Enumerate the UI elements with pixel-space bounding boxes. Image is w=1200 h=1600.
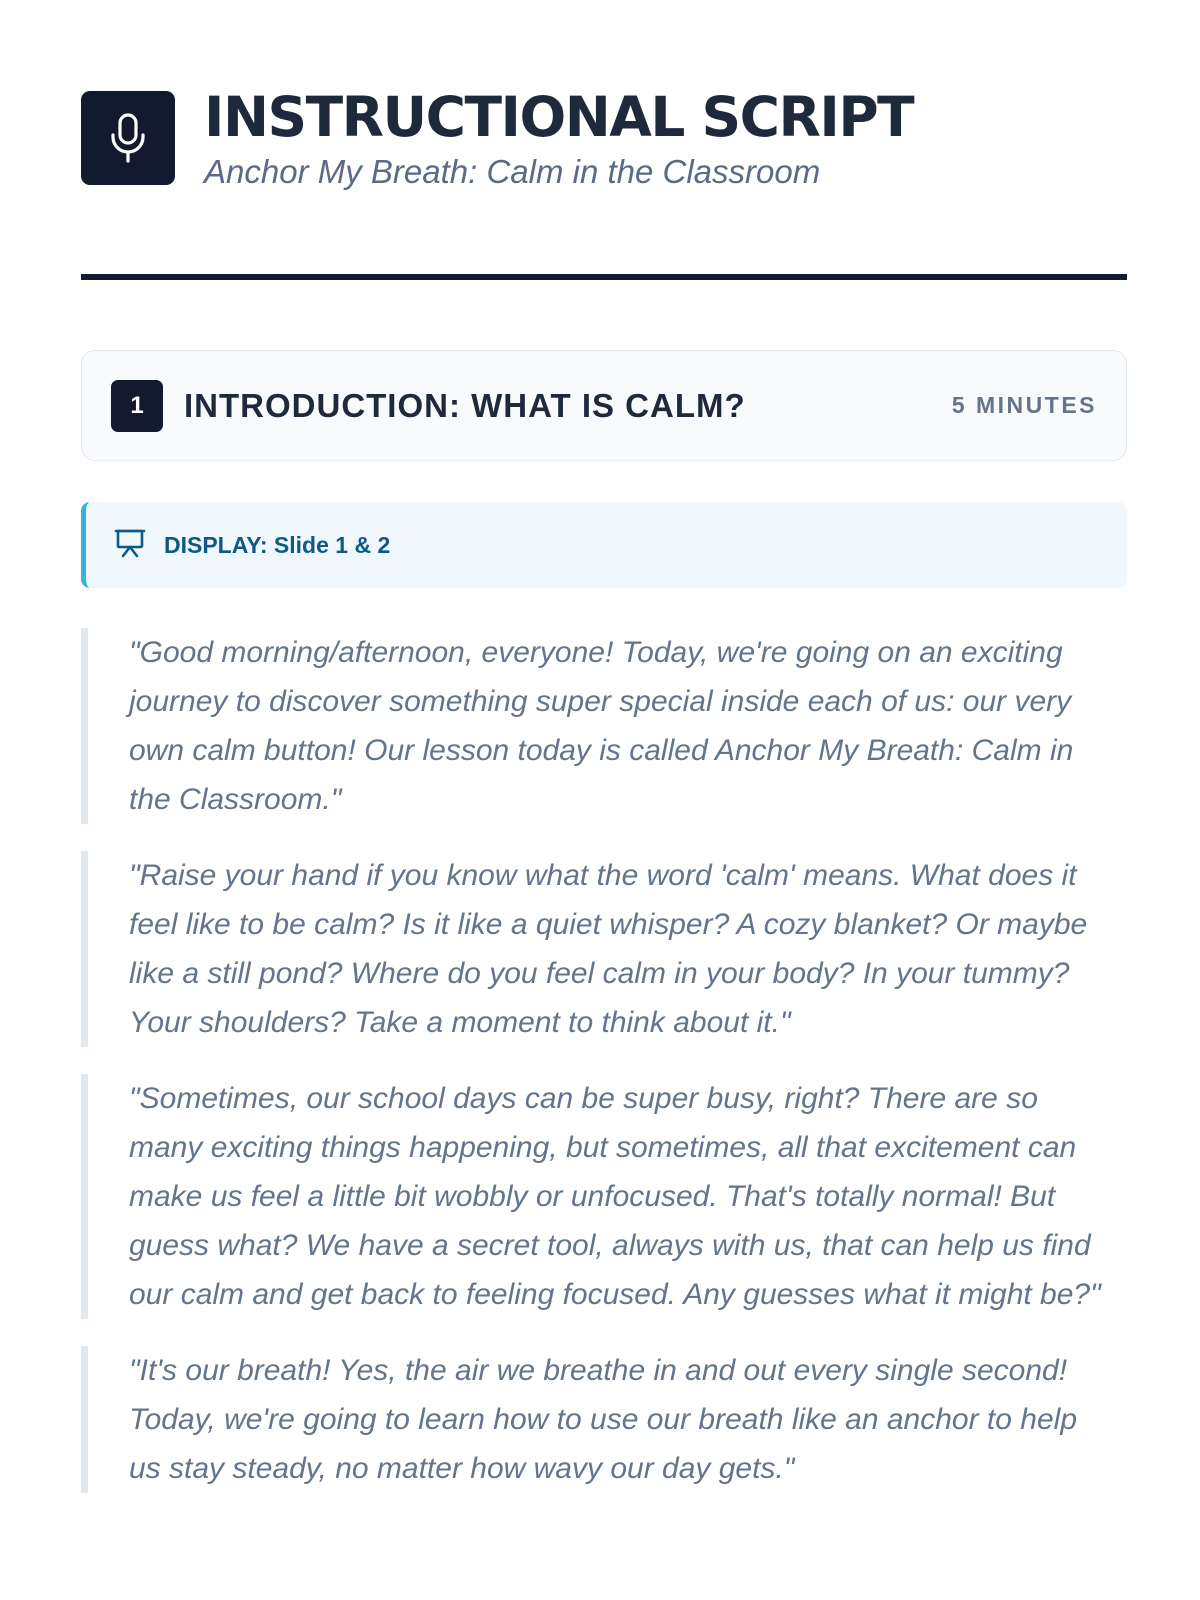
section-duration: 5 MINUTES: [951, 392, 1097, 418]
display-callout: [81, 502, 1127, 588]
script-quote: "Raise your hand if you know what the word 'calm' means. What does it feel like to be calm? Is it like a quiet whisper? A cozy blanket? Or maybe like a still pond? Where do you feel calm in your body? In your tummy? Your shoulders? Take a moment to think about it.": [81, 851, 1127, 1047]
presentation-icon: [114, 528, 146, 563]
title-block: [204, 85, 913, 193]
section-number-badge: 1: [111, 380, 163, 432]
header-divider: [81, 274, 1127, 280]
display-label: DISPLAY: Slide 1 & 2: [164, 531, 391, 558]
script-quote: "It's our breath! Yes, the air we breathe in and out every single second! Today, we're going to learn how to use our breath like an anchor to help us stay steady, no matter how wavy our day gets.": [81, 1346, 1127, 1493]
page-title: INSTRUCTIONAL SCRIPT: [204, 85, 914, 149]
section-title: INTRODUCTION: WHAT IS CALM?: [184, 386, 746, 424]
script-quote: "Good morning/afternoon, everyone! Today, we're going on an exciting journey to discover something super special inside each of us: our very own calm button! Our lesson today is called Anchor My Breath: Calm in the Classroom.": [81, 628, 1127, 824]
microphone-icon: [81, 91, 175, 185]
script-header: [81, 85, 914, 193]
script-quote: "Sometimes, our school days can be super busy, right? There are so many exciting things happening, but sometimes, all that excitement can make us feel a little bit wobbly or unfocused. That's totally normal! But guess what? We have a secret tool, always with us, that can help us find our calm and get back to feeling focused. Any guesses what it might be?": [81, 1074, 1127, 1319]
lesson-subtitle: Anchor My Breath: Calm in the Classroom: [204, 153, 821, 190]
section-header: [81, 350, 1127, 461]
script-body: [81, 628, 1127, 1520]
